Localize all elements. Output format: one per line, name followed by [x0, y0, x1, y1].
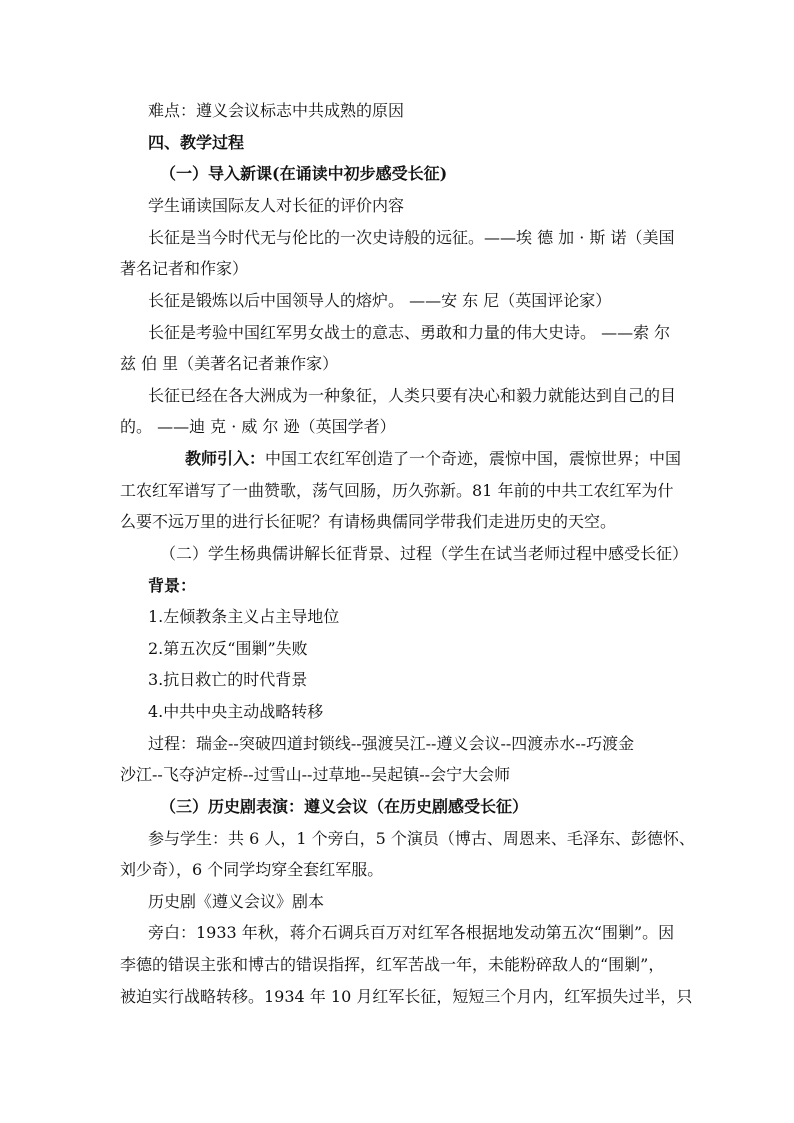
subheading-drama: （三）历史剧表演：遵义会议（在历史剧感受长征）	[160, 797, 529, 816]
quote-salisbury-line2: 兹 伯 里（美著名记者兼作家）	[120, 354, 339, 373]
narration-line1: 旁白：1933 年秋，蒋介石调兵百万对红军各根据地发动第五次“围剿”。因	[148, 923, 675, 942]
quote-snow-line2: 著名记者和作家）	[120, 259, 249, 278]
quote-wilson-line1: 长征已经在各大洲成为一种象征，人类只要有决心和毅力就能达到自己的目	[148, 386, 677, 405]
process-line2: 沙江--飞夺泸定桥--过雪山--过草地--吴起镇--会宁大会师	[120, 765, 511, 784]
quote-wilson-line2: 的。 ——迪 克 · 威 尔 逊（英国学者）	[120, 417, 396, 436]
difficulty-line: 难点：遵义会议标志中共成熟的原因	[148, 101, 405, 120]
list-item: 1.左倾教条主义占主导地位	[148, 607, 340, 626]
teacher-intro-line3: 么要不远万里的进行长征呢？有请杨典儒同学带我们走进历史的天空。	[120, 512, 617, 531]
teacher-intro-line2: 工农红军谱写了一曲赞歌，荡气回肠，历久弥新。81 年前的中共工农红军为什	[120, 481, 674, 500]
subheading-intro: （一）导入新课(在诵读中初步感受长征)	[160, 164, 448, 183]
quote-snow-line1: 长征是当今时代无与伦比的一次史诗般的远征。——埃 德 加 · 斯 诺（美国	[148, 228, 675, 247]
background-heading: 背景：	[148, 576, 197, 595]
list-item: 4.中共中央主动战略转移	[148, 702, 324, 721]
script-title: 历史剧《遵义会议》剧本	[148, 892, 325, 911]
quote-anthony: 长征是锻炼以后中国领导人的熔炉。 ——安 东 尼（英国评论家）	[148, 291, 612, 310]
teacher-intro-label: 教师引入：	[185, 449, 266, 468]
paragraph-line: 学生诵读国际友人对长征的评价内容	[148, 196, 405, 215]
list-item: 3.抗日救亡的时代背景	[148, 670, 308, 689]
teacher-intro-line1	[185, 448, 681, 470]
subheading-explanation: （二）学生杨典儒讲解长征背景、过程（学生在试当老师过程中感受长征）	[160, 544, 689, 563]
participants-line2: 刘少奇），6 个同学均穿全套红军服。	[120, 860, 384, 879]
section-heading-teaching-process: 四、教学过程	[148, 133, 245, 152]
participants-line1: 参与学生：共 6 人，1 个旁白，5 个演员（博古、周恩来、毛泽东、彭德怀、	[148, 829, 695, 848]
narration-line3: 被迫实行战略转移。1934 年 10 月红军长征，短短三个月内，红军损失过半，只	[120, 987, 693, 1006]
quote-salisbury-line1: 长征是考验中国红军男女战士的意志、勇敢和力量的伟大史诗。 ——索 尔	[148, 323, 671, 342]
process-line1: 过程：瑞金--突破四道封锁线--强渡吴江--遵义会议--四渡赤水--巧渡金	[148, 734, 635, 753]
narration-line2: 李德的错误主张和博古的错误指挥，红军苦战一年，未能粉碎敌人的“围剿”，	[120, 955, 665, 974]
teacher-intro-text: 中国工农红军创造了一个奇迹，震惊中国，震惊世界；中国	[265, 449, 682, 468]
list-item: 2.第五次反“围剿”失败	[148, 639, 308, 658]
